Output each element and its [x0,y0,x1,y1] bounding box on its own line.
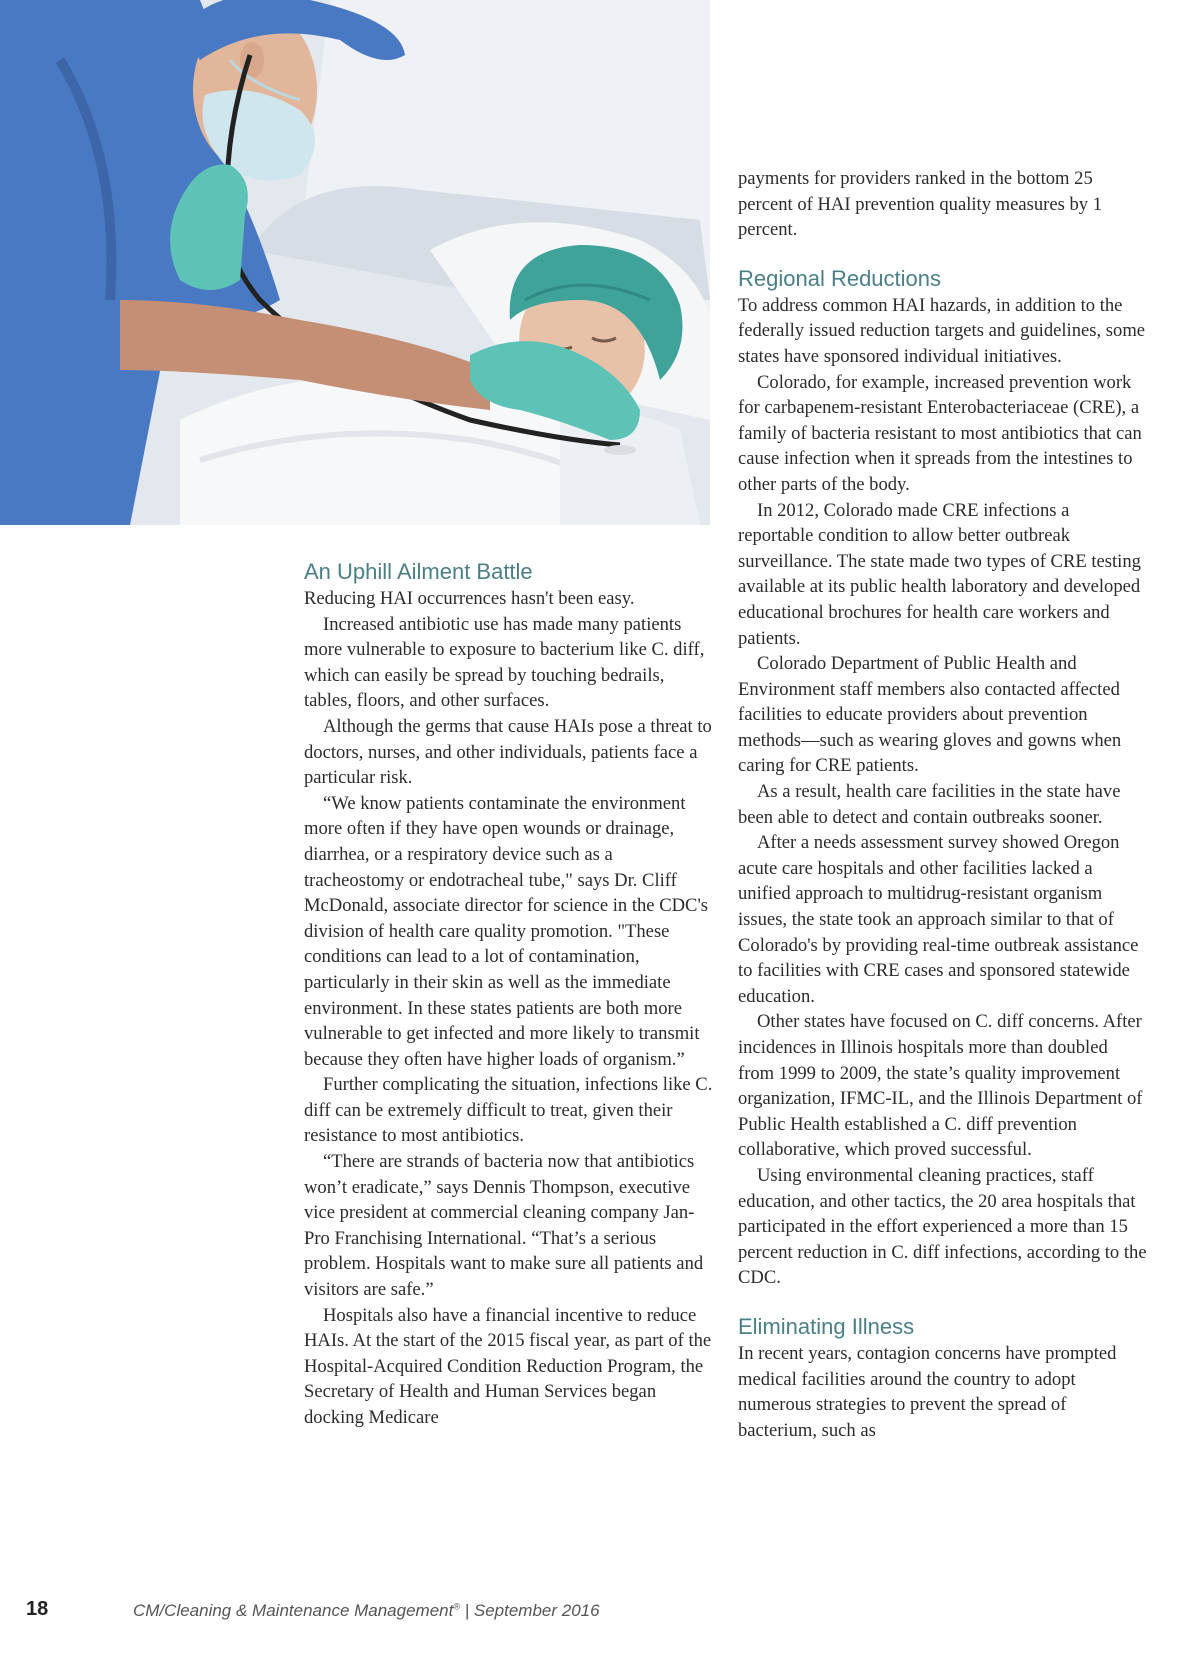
right-column [738,166,1148,1443]
left-column [304,558,714,1431]
paragraph: Using environmental cleaning practices, staff education, and other tactics, the 20 area hospitals that participated in the effort experienced a more than 15 percent reduction in C. diff infections, according to the CDC. [738,1164,1147,1289]
paragraph: As a result, health care facilities in the state have been able to detect and contain outbreaks sooner. [738,781,1121,828]
paragraph: In 2012, Colorado made CRE infections a reportable condition to allow better outbreak surveillance. The state made two types of CRE testing available at its public health laboratory and developed educational brochures for health care workers and patients. [738,499,1141,649]
paragraph: Increased antibiotic use has made many patients more vulnerable to exposure to bacterium like C. diff, which can easily be spread by touching bedrails, tables, floors, and other surfaces. [304,613,705,712]
publication-name: CM/Cleaning & Maintenance Management [133,1601,454,1620]
page-footer [26,1598,1126,1628]
paragraph: “We know patients contaminate the environment more often if they have open wounds or drainage, diarrhea, or a respiratory device such as a tracheostomy or endotracheal tube," says Dr. Cliff McDonald, associate director for science in the CDC's division of health care quality promotion. "These conditions can lead to a lot of contamination, particularly in their skin as well as the immediate environment. In these states patients are both more vulnerable to get infected and more likely to transmit because they often have higher loads of organism.” [304,792,709,1070]
paragraph: To address common HAI hazards, in addition to the federally issued reduction targets and guidelines, some states have sponsored individual initiatives. [738,294,1146,367]
registered-mark: ® [453,1601,460,1612]
paragraph: After a needs assessment survey showed Oregon acute care hospitals and other facilities lacked a unified approach to multidrug-resistant organism issues, the state took an approach similar to that of Colorado's by providing real-time outbreak assistance to facilities with CRE cases and sponsored statewide education. [738,832,1139,1007]
paragraph: “There are strands of bacteria now that antibiotics won’t eradicate,” says Dennis Thompson, executive vice president at commercial cleaning company Jan-Pro Franchising International. “That’s a serious problem. Hospitals want to make sure all patients and visitors are safe.” [304,1151,704,1301]
section-heading-uphill-ailment-battle: An Uphill Ailment Battle [304,559,533,584]
footer-separator: | [459,1601,474,1620]
paragraph: Colorado Department of Public Health and Environment staff members also contacted affected facilities to educate providers about prevention methods—such as wearing gloves and gowns when caring for CRE patients. [738,653,1122,777]
paragraph: Hospitals also have a financial incentive to reduce HAIs. At the start of the 2015 fiscal year, as part of the Hospital-Acquired Condition Reduction Program, the Secretary of Health and Human Services began docking Medicare [304,1304,712,1428]
article-photo [0,0,710,525]
paragraph: Colorado, for example, increased prevention work for carbapenem-resistant Enterobacteriaceae (CRE), a family of bacteria resistant to most antibiotics that can cause infection when it spreads from the intestines to other parts of the body. [738,371,1142,495]
paragraph: Although the germs that cause HAIs pose a threat to doctors, nurses, and other individuals, patients face a particular risk. [304,715,712,789]
paragraph: Reducing HAI occurrences hasn't been easy. [304,588,635,609]
paragraph: Further complicating the situation, infections like C. diff can be extremely difficult to treat, given their resistance to most antibiotics. [304,1074,713,1147]
section-heading-eliminating-illness: Eliminating Illness [738,1313,915,1339]
doctor-patient-illustration [0,0,710,525]
issue-date: September 2016 [473,1601,600,1620]
paragraph: In recent years, contagion concerns have prompted medical facilities around the country to adopt numerous strategies to prevent the spread of bacterium, such as [738,1342,1117,1441]
publication-line [133,1601,600,1621]
page-number: 18 [26,1598,49,1620]
paragraph-continued: payments for providers ranked in the bottom 25 percent of HAI prevention quality measures by 1 percent. [738,168,1103,241]
paragraph: Other states have focused on C. diff concerns. After incidences in Illinois hospitals more than doubled from 1999 to 2009, the state’s quality improvement organization, IFMC-IL, and the Illinois Department of Public Health established a C. diff prevention collaborative, which proved successful. [738,1011,1143,1161]
section-heading-regional-reductions: Regional Reductions [738,265,942,291]
